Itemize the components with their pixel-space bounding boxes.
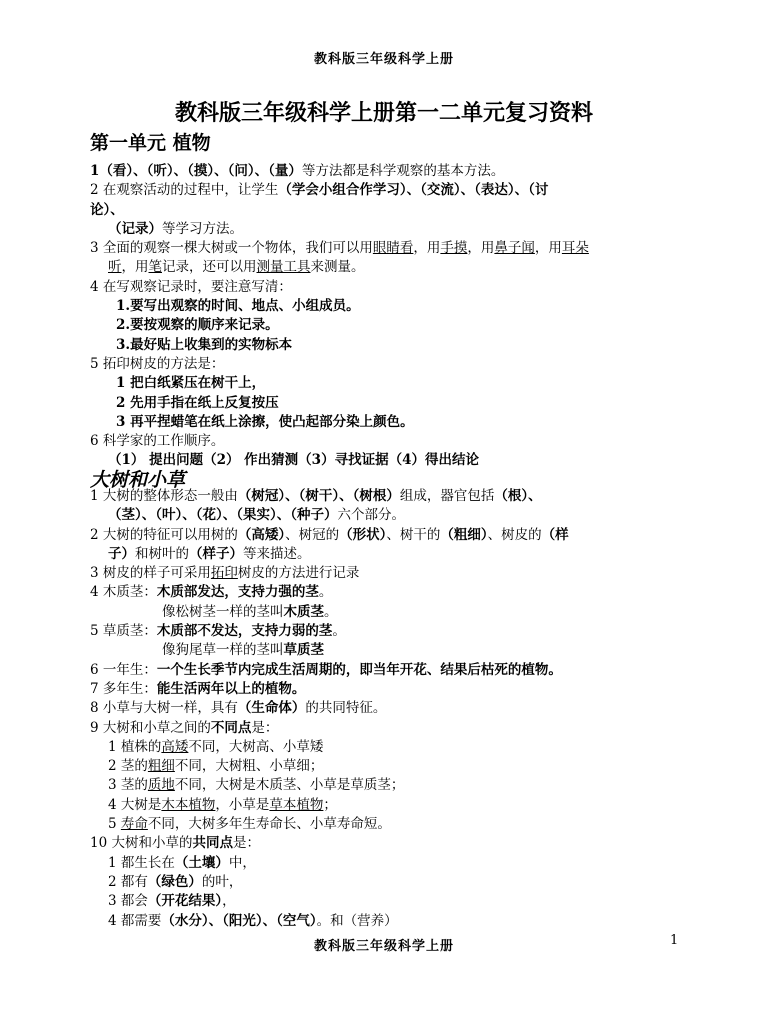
- text-line: [90, 641, 690, 660]
- text-segment: ，小草是: [215, 796, 270, 813]
- text-segment: 不同，大树多年生寿命长、小草寿命短。: [147, 816, 391, 833]
- text-segment: 5: [108, 816, 121, 833]
- text-segment: 树皮的方法进行记录: [237, 565, 360, 582]
- text-segment: 2.要按观察的顺序来记录。: [116, 317, 279, 334]
- text-line: [90, 432, 690, 451]
- section2-heading: 大树和小草: [90, 469, 186, 491]
- text-segment: 、树干的: [386, 526, 441, 543]
- text-line: [90, 603, 690, 622]
- text-segment: 草本植物: [269, 796, 324, 813]
- text-segment: 6 科学家的工作顺序。: [90, 433, 225, 450]
- text-segment: （土壤）: [174, 854, 229, 871]
- text-segment: 木本植物: [161, 796, 216, 813]
- text-line: [90, 545, 690, 564]
- text-line: [90, 834, 690, 853]
- text-segment: 。: [318, 584, 333, 601]
- text-segment: 2 都有: [108, 873, 148, 890]
- text-segment: 7 多年生：: [90, 680, 157, 697]
- text-line: [90, 776, 690, 795]
- text-segment: 像松树茎一样的茎叫: [162, 603, 284, 620]
- text-segment: 3 全面的观察一棵大树或一个物体，我们可以用: [90, 240, 373, 257]
- text-segment: 不同，大树高、小草矮: [188, 738, 324, 755]
- text-segment: 1（看）、（听）、（摸）、（问）、（量）: [90, 163, 302, 179]
- text-segment: （绿色）: [147, 873, 202, 890]
- text-segment: 。: [332, 623, 346, 640]
- page-footer: 教科版三年级科学上册: [313, 939, 454, 954]
- text-segment: ；: [323, 796, 337, 813]
- text-segment: 的叶，: [201, 873, 243, 890]
- text-segment: 9 大树和小草之间的: [90, 719, 211, 736]
- text-segment: （样: [541, 526, 569, 543]
- text-segment: ，用: [121, 259, 149, 276]
- text-line: [90, 796, 690, 815]
- text-segment: （样子）: [189, 545, 243, 562]
- text-segment: 、树冠的: [285, 526, 340, 543]
- text-segment: （记录）: [108, 220, 162, 237]
- page-number: 1: [670, 933, 679, 948]
- section2-content: [90, 487, 690, 931]
- text-segment: 1.要写出观察的时间、地点、小组成员。: [116, 298, 360, 315]
- text-segment: 能生活两年以上的植物。: [156, 680, 306, 697]
- text-segment: 和树叶的: [135, 545, 189, 562]
- text-segment: ，用: [467, 240, 495, 257]
- text-segment: 10 大树和小草的: [90, 835, 193, 852]
- text-line: [90, 181, 690, 200]
- text-segment: 4 都需要: [108, 912, 162, 929]
- text-segment: 等学习方法。: [162, 220, 243, 237]
- text-segment: 5 拓印树皮的方法是：: [90, 355, 225, 372]
- text-segment: ，用: [413, 240, 441, 257]
- text-segment: 是：: [251, 719, 279, 736]
- text-segment: 的共同特征。: [305, 700, 387, 717]
- text-line: [90, 564, 690, 583]
- text-line: [90, 374, 690, 393]
- page-header: 教科版三年级科学上册: [313, 52, 454, 67]
- text-segment: 寿命: [120, 816, 148, 833]
- text-segment: 。: [324, 603, 338, 620]
- text-line: [90, 699, 690, 718]
- text-line: [90, 854, 690, 873]
- text-segment: 像狗尾草一样的茎叫: [162, 642, 284, 659]
- text-segment: （高矮）: [237, 526, 286, 543]
- text-segment: 等来描述。: [243, 545, 311, 562]
- text-segment: ，: [222, 893, 236, 910]
- text-segment: （1） 提出问题（2） 作出猜测（3）寻找证据（4）得出结论: [108, 452, 479, 469]
- text-line: [90, 297, 690, 316]
- text-line: [90, 622, 690, 641]
- text-line: [90, 506, 690, 525]
- text-line: [90, 413, 690, 432]
- text-line: [90, 815, 690, 834]
- text-segment: 听: [108, 259, 122, 276]
- text-line: [90, 583, 690, 602]
- text-segment: 子）: [108, 545, 135, 562]
- text-line: [90, 278, 690, 297]
- text-segment: 2 在观察活动的过程中，让学生: [90, 182, 279, 199]
- text-segment: 6 一年生：: [90, 661, 157, 678]
- text-line: [90, 757, 690, 776]
- text-line: [90, 719, 690, 738]
- text-line: [90, 258, 690, 277]
- text-line: [90, 526, 690, 545]
- text-segment: （形状）: [339, 526, 387, 543]
- text-segment: 不同点: [210, 719, 252, 736]
- text-segment: 共同点: [192, 835, 233, 852]
- text-segment: 记录，还可以用: [162, 259, 257, 276]
- unit1-content: [90, 162, 690, 471]
- text-segment: 1 把白纸紧压在树干上，: [116, 375, 266, 392]
- text-segment: 3.最好贴上收集到的实物标本: [116, 336, 293, 353]
- text-line: [90, 738, 690, 757]
- text-segment: 一个生长季节内完成生活周期的，即当年开花、结果后枯死的植物。: [156, 661, 562, 678]
- text-segment: 木质茎: [283, 603, 324, 620]
- text-segment: 木质部不发达，支持力弱的茎: [156, 623, 333, 640]
- text-segment: 3 茎的: [108, 777, 148, 794]
- text-segment: 2 茎的: [108, 758, 148, 775]
- text-segment: 2 先用手指在纸上反复按压: [116, 394, 279, 411]
- text-segment: 3 都会: [108, 893, 148, 910]
- text-segment: 8 小草与大树一样，具有: [90, 700, 238, 717]
- text-line: [90, 355, 690, 374]
- text-segment: 2 大树的特征可以用树的: [90, 526, 238, 543]
- text-segment: 是：: [232, 835, 260, 852]
- text-line: [90, 873, 690, 892]
- text-line: [90, 316, 690, 335]
- text-segment: （树冠）、（树干）、（树根）: [237, 488, 400, 504]
- text-segment: 组成，器官包括: [399, 488, 495, 504]
- text-segment: 木质部发达，支持力强的茎: [156, 584, 319, 601]
- text-segment: 1 大树的整体形态一般由: [90, 488, 238, 504]
- text-segment: 不同，大树粗、小草细；: [174, 758, 324, 775]
- text-segment: 草质茎: [283, 642, 324, 659]
- text-segment: 鼻子闻: [494, 240, 535, 257]
- text-segment: 5 草质茎：: [90, 623, 157, 640]
- text-line: [90, 892, 690, 911]
- text-line: [90, 239, 690, 258]
- text-line: [90, 220, 690, 239]
- text-line: [90, 162, 690, 181]
- text-segment: 耳朵: [561, 240, 589, 257]
- text-segment: 六个部分。: [337, 507, 405, 524]
- text-segment: 4 木质茎：: [90, 584, 157, 601]
- text-segment: （茎）、（叶）、（花）、（果实）、（种子）: [108, 507, 338, 524]
- text-segment: （根）、: [494, 488, 542, 504]
- text-segment: 来测量。: [310, 259, 365, 276]
- text-segment: （粗细）: [440, 526, 488, 543]
- text-segment: 等方法都是科学观察的基本方法。: [301, 163, 505, 179]
- text-segment: 粗细: [147, 758, 175, 775]
- text-segment: 手摸: [440, 240, 468, 257]
- text-segment: 不同，大树是木质茎、小草是草质茎；: [174, 777, 405, 794]
- text-segment: 1 都生长在: [108, 854, 175, 871]
- text-line: [90, 487, 690, 506]
- text-line: [90, 912, 690, 931]
- text-line: [90, 394, 690, 413]
- text-segment: （开花结果）: [147, 893, 223, 910]
- text-segment: 1 植株的: [108, 738, 162, 755]
- text-line: [90, 680, 690, 699]
- text-segment: 4 在写观察记录时，要注意写清：: [90, 278, 292, 295]
- text-segment: 高矮: [161, 738, 189, 755]
- text-line: [90, 336, 690, 355]
- text-segment: 3 再平捏蜡笔在纸上涂擦，使凸起部分染上颜色。: [116, 413, 414, 430]
- text-segment: ，用: [534, 240, 562, 257]
- text-segment: 质地: [147, 777, 175, 794]
- text-segment: 笔: [148, 259, 162, 276]
- text-segment: 拓印: [210, 565, 238, 582]
- text-segment: 、树皮的: [487, 526, 542, 543]
- text-segment: （生命体）: [237, 700, 306, 717]
- text-segment: 中，: [228, 854, 256, 871]
- text-segment: 论）、: [90, 201, 124, 218]
- text-segment: （水分）、（阳光）、（空气）: [161, 912, 317, 929]
- text-segment: 。和（营养）: [316, 912, 398, 929]
- text-segment: 眼睛看: [372, 240, 414, 257]
- text-line: [90, 661, 690, 680]
- unit1-heading: 第一单元 植物: [90, 132, 211, 154]
- text-segment: 4 大树是: [108, 796, 162, 813]
- text-segment: 测量工具: [256, 259, 311, 276]
- text-segment: （学会小组合作学习）、（交流）、（表达）、（讨: [278, 182, 549, 199]
- text-line: [90, 201, 690, 220]
- document-title: 教科版三年级科学上册第一二单元复习资料: [174, 100, 593, 126]
- text-segment: 3 树皮的样子可采用: [90, 565, 211, 582]
